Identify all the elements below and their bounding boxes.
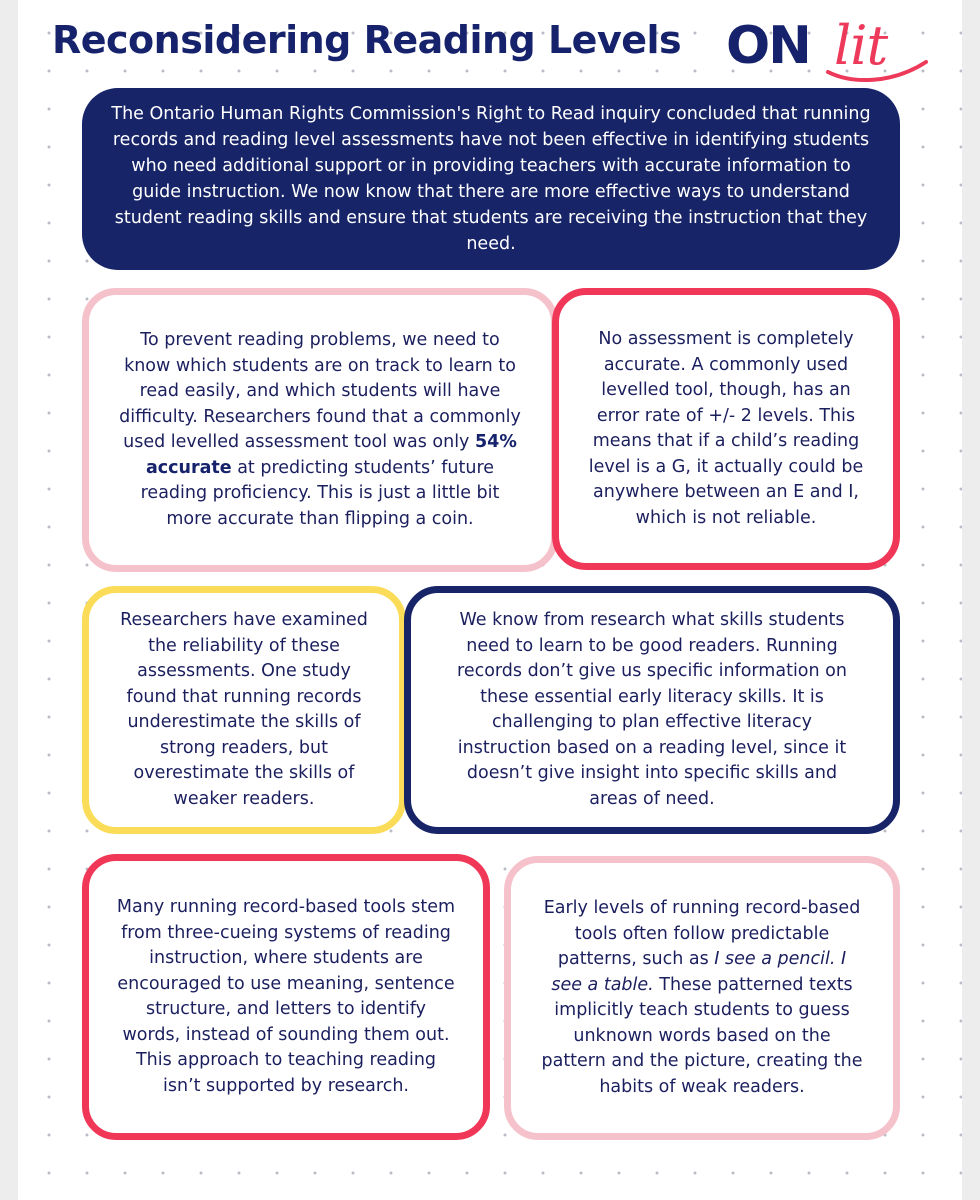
card-patterns-text-before: Early levels of running record-based tools often follow predictable patterns, such as	[543, 898, 861, 969]
card-error-rate-text: No assessment is completely accurate. A commonly used levelled tool, though, has an error rate of +/- 2 levels. This means that if a child’s reading level is a G, it actually could be anywhere between an E and I, which is not reliable.	[588, 329, 864, 528]
card-patterns-text-after: These patterned texts implicitly teach students to guess unknown words based on the pattern and the picture, creating the habits of weak readers.	[541, 974, 863, 1097]
accuracy-highlight: 54% accurate	[145, 432, 517, 478]
card-predicting-accuracy	[82, 288, 558, 572]
infographic-page	[18, 0, 962, 1200]
card-predicting-text	[119, 328, 521, 532]
onlit-logo	[726, 14, 926, 84]
intro-text: The Ontario Human Rights Commission's Right to Read inquiry concluded that running records and reading level assessments have not been effective in identifying students who need additional support or in providing teachers with accurate information to guide instruction. We now know that there are more effective ways to understand student reading skills and ensure that students are receiving the instruction that they need.	[111, 104, 871, 254]
card-skills-text: We know from research what skills students need to learn to be good readers. Running records don’t give us specific information on these essential early literacy skills. It is challenging to plan effective literacy instruction based on a reading level, since it doesn’t give insight into specific skills and areas of need.	[457, 610, 847, 809]
card-patterns-text	[541, 896, 863, 1100]
page-title: Reconsidering Reading Levels	[52, 18, 682, 62]
logo-swoosh-icon	[822, 54, 932, 84]
card-patterns	[504, 856, 900, 1140]
card-skills	[404, 586, 900, 834]
card-reliability	[82, 586, 406, 834]
logo-lit-text: lit	[834, 14, 888, 77]
logo-on-text: ON	[726, 16, 810, 76]
card-reliability-text: Researchers have examined the reliability of these assessments. One study found that running records underestimate the skills of strong readers, but overestimate the skills of weaker readers.	[120, 610, 368, 809]
intro-panel	[82, 88, 900, 270]
patterns-example: I see a pencil. I see a table.	[551, 949, 847, 995]
card-three-cueing-text: Many running record-based tools stem from three-cueing systems of reading instruction, where students are encouraged to use meaning, sentence structure, and letters to identify words, instead of sounding them out. This approach to teaching reading isn’t supported by research.	[116, 897, 456, 1096]
card-error-rate	[552, 288, 900, 570]
card-predicting-text-before: To prevent reading problems, we need to know which students are on track to learn to read easily, and which students will have difficulty. Researchers found that a commonly used levelled assessment tool was only	[119, 330, 521, 452]
card-predicting-text-after: at predicting students’ future reading proficiency. This is just a little bit more accurate than flipping a coin.	[140, 457, 500, 529]
card-three-cueing	[82, 854, 490, 1140]
